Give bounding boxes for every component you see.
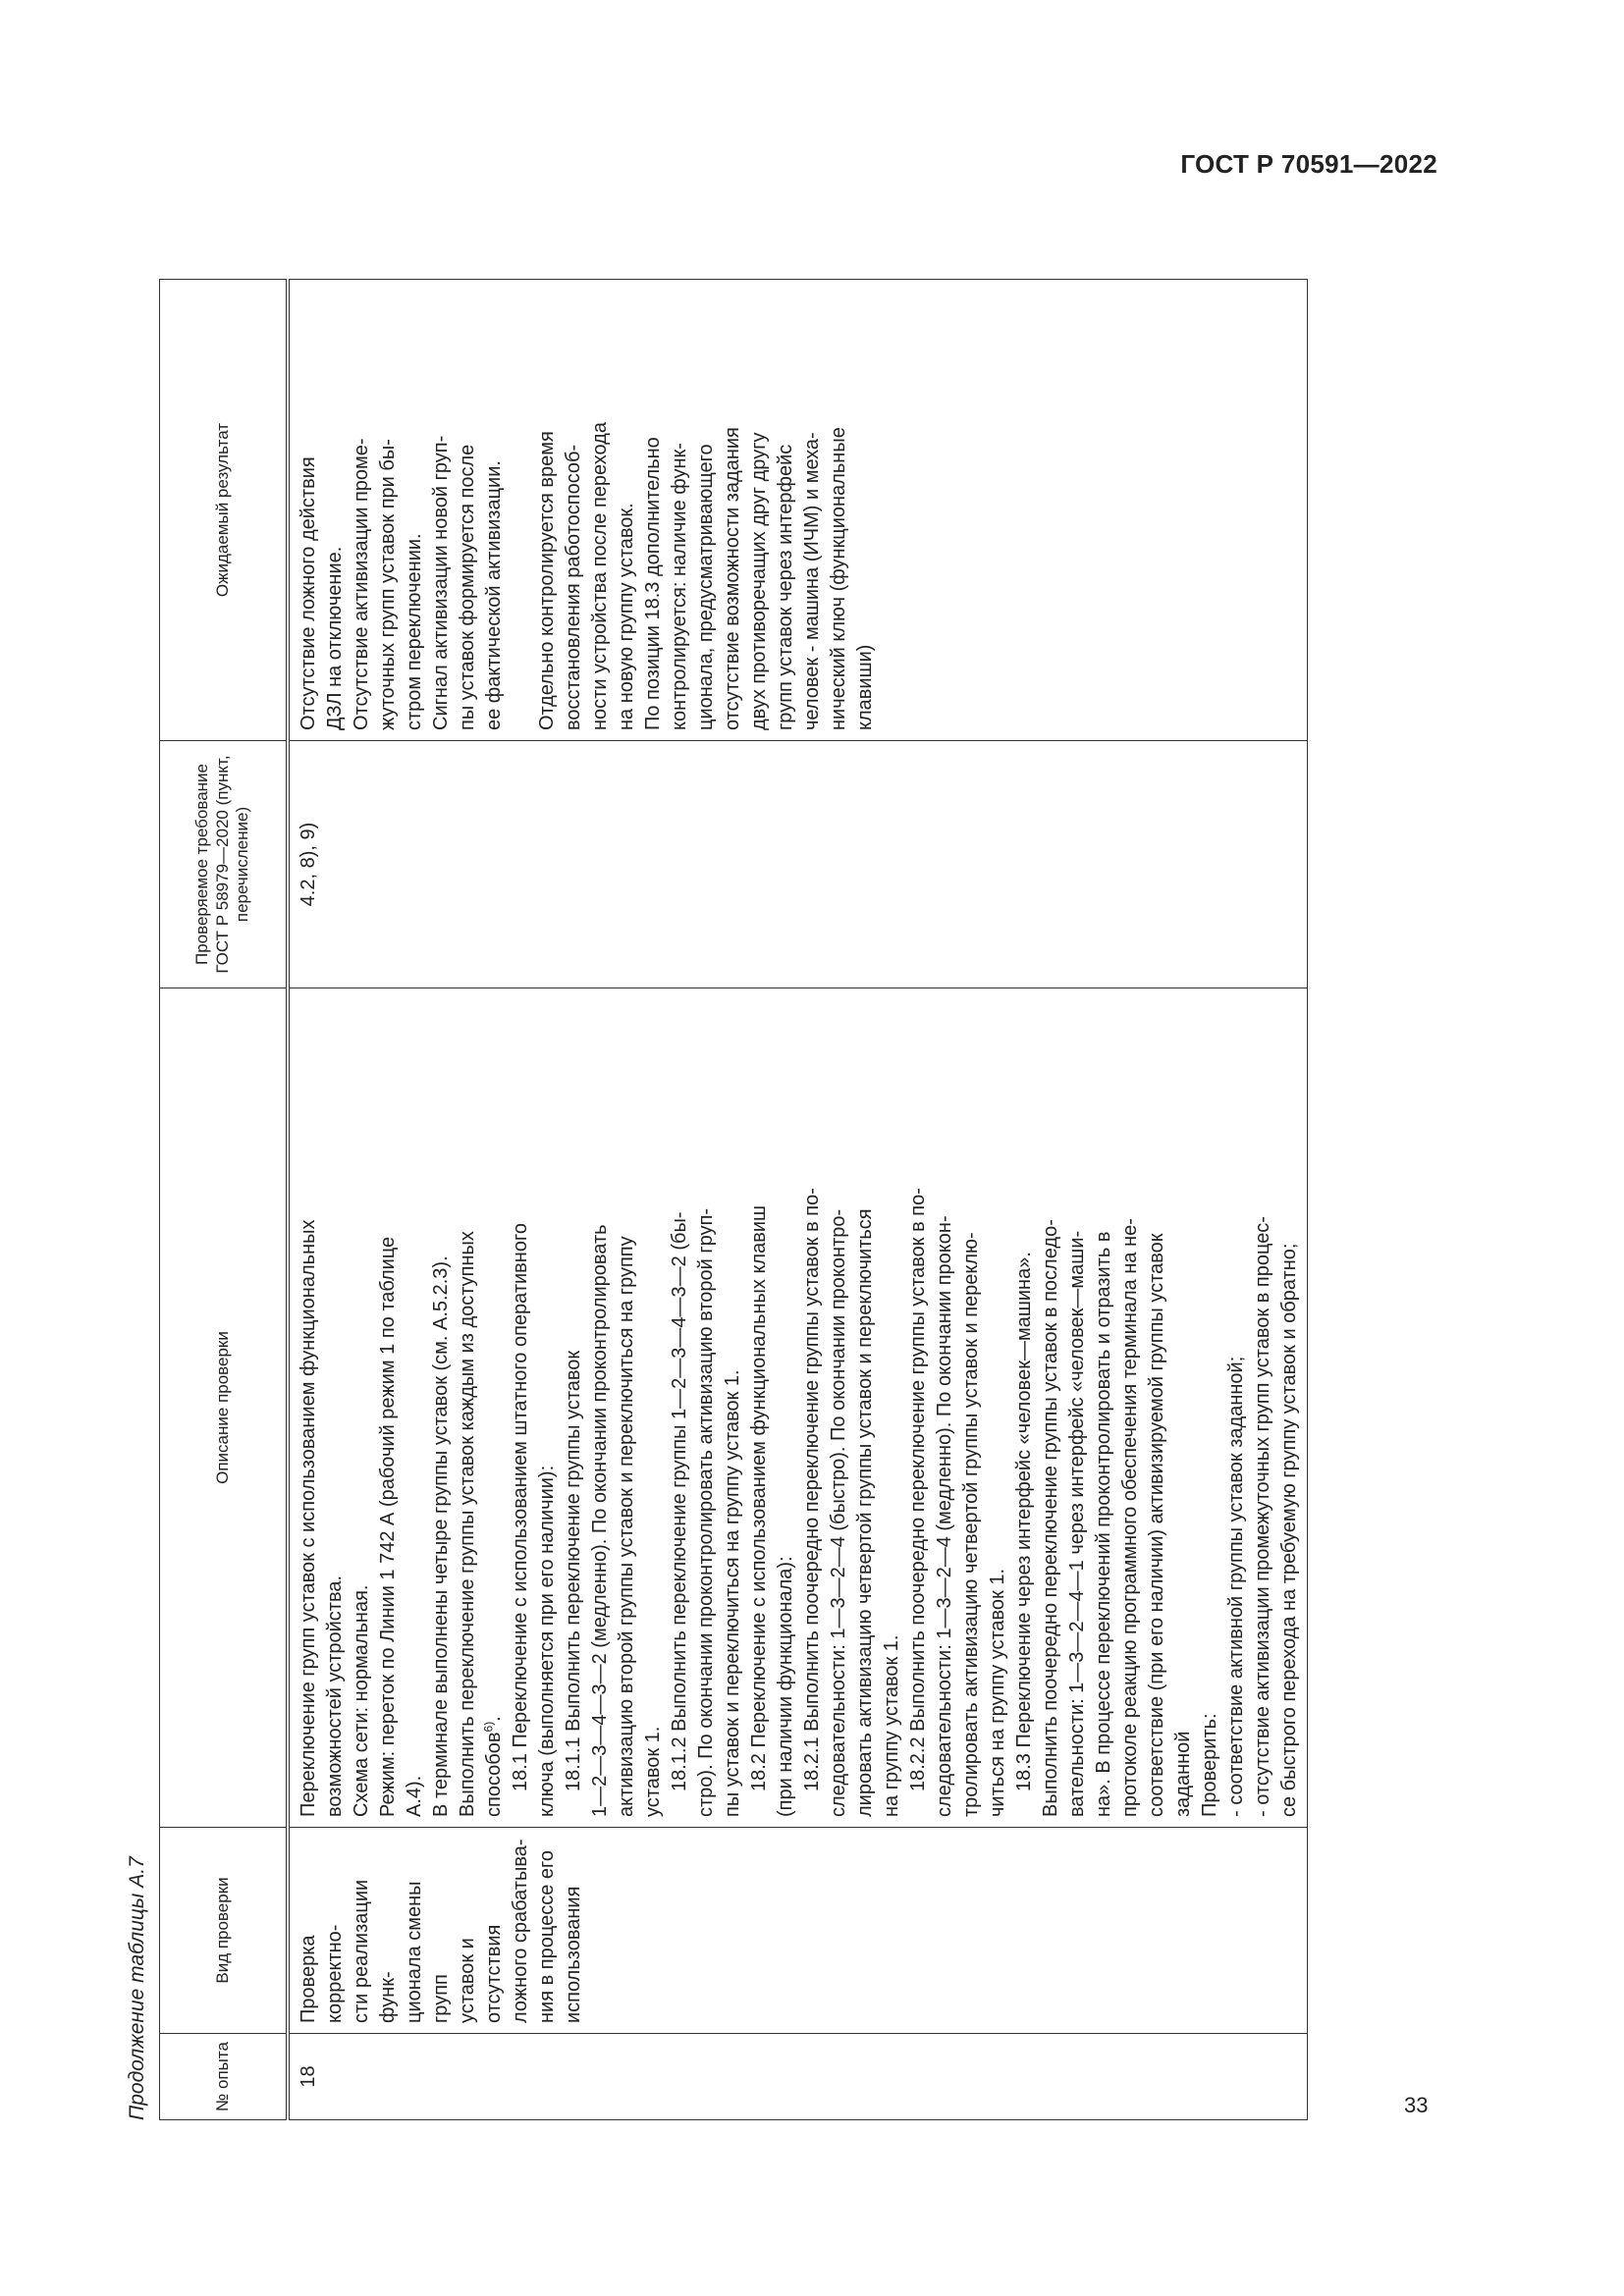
table-caption: Продолжение таблицы А.7 [126, 1856, 148, 2120]
expected-line: ее фактической активизации. [483, 460, 505, 730]
check-type-line: ционала смены групп [404, 1881, 452, 2023]
description-line: стро). По окончании проконтролировать активизацию второй груп- [695, 1207, 717, 1817]
check-type-line: ния в процессе его [536, 1850, 558, 2023]
rotated-table-area [118, 280, 1394, 2120]
description-line: 18.1 Переключение с использованием штатного оперативного [510, 1223, 531, 1791]
description-line: А.4). [404, 1775, 425, 1817]
expected-line: человек - машина (ИЧМ) и меха- [801, 432, 823, 730]
expected-line: жуточных групп уставок при бы- [377, 439, 399, 730]
description-line: (при наличии функционала): [775, 1556, 796, 1817]
description-text: способов [483, 1732, 505, 1817]
description-line: 18.1.2 Выполнить переключение группы 1—2—3—4—3—2 (бы- [669, 1211, 690, 1791]
expected-line: стром переключении. [404, 533, 425, 730]
description-line: на». В процессе переключений проконтролировать и отразить в [1093, 1231, 1114, 1817]
col-header-number: № опыта [160, 2034, 289, 2120]
col-header-check-type: Вид проверки [160, 1828, 289, 2034]
col-header-description: Описание проверки [160, 988, 289, 1828]
col-header-expected-result: Ожидаемый результат [160, 280, 289, 741]
cell-check-type [288, 1828, 1308, 2034]
description-line: протоколе реакцию программного обеспечения терминала на не- [1119, 1218, 1141, 1817]
description-line: 18.3 Переключение через интерфейс «человек—машина». [1013, 1252, 1035, 1791]
check-type-line: использования [563, 1886, 584, 2023]
expected-line: на новую группу уставок. [616, 503, 637, 730]
footnote-mark: 6) [481, 1721, 496, 1733]
description-line: Схема сети: нормальная. [351, 1584, 372, 1817]
check-type-line: Проверка корректно- [298, 1924, 346, 2023]
paragraph-gap [508, 290, 534, 730]
description-line: на группу уставок 1. [881, 1634, 902, 1817]
check-type-line: ложного срабатыва- [510, 1839, 531, 2023]
description-line: 18.2 Переключение с использованием функциональных клавиш [748, 1204, 770, 1791]
description-line: ключа (выполняется при его наличии): [536, 1465, 558, 1817]
description-line: возможностей устройства. [324, 1575, 346, 1817]
description-line: активизацию второй группы уставок и переключиться на группу [616, 1236, 637, 1817]
description-line: 18.2.1 Выполнить поочередно переключение группы уставок в по- [801, 1188, 823, 1791]
expected-line: клавиши) [854, 644, 876, 730]
description-line: пы уставок и переключиться на группу уставок 1. [722, 1369, 743, 1817]
expected-line: двух противоречащих друг другу [748, 432, 770, 730]
table-row [288, 280, 1308, 2120]
description-line: Режим: переток по Линии 1 742 А (рабочий режим 1 по таблице [377, 1236, 399, 1817]
check-type-line: уставок и отсутствия [457, 1924, 505, 2023]
expected-line: пы уставок формируется после [457, 444, 478, 730]
expected-line: отсутствие возможности задания [722, 427, 743, 730]
description-line: следовательности: 1—3—2—4 (медленно). По окончании прокон- [934, 1215, 955, 1817]
description-line: - отсутствие активизации промежуточных групп уставок в процес- [1252, 1216, 1273, 1817]
page-number: 33 [1404, 2093, 1429, 2117]
description-line: читься на группу уставок 1. [987, 1568, 1008, 1817]
expected-line: контролируется: наличие функ- [669, 443, 690, 730]
expected-line: Отсутствие активизации проме- [351, 438, 372, 730]
expected-line: восстановления работоспособ- [563, 444, 584, 730]
expected-line: групп уставок через интерфейс [775, 444, 796, 730]
description-line: 1—2—3—4—3—2 (медленно). По окончании проконтролировать [589, 1224, 611, 1817]
description-line: тролировать активизацию четвертой группы уставок и переклю- [960, 1232, 982, 1817]
cell-requirement: 4.2, 8), 9) [288, 741, 1308, 988]
cell-description [288, 988, 1308, 1828]
check-table [159, 279, 1308, 2120]
expected-line: нический ключ (функциональные [828, 427, 849, 730]
standard-header: ГОСТ Р 70591—2022 [1180, 149, 1437, 179]
description-line: способов$^{6)}$. [481, 1716, 505, 1817]
description-line: следовательности: 1—3—2—4 (быстро). По окончании проконтро- [828, 1208, 849, 1817]
description-line: - соответствие активной группы уставок заданной; [1225, 1356, 1247, 1817]
description-line: В терминале выполнены четыре группы уставок (см. А.5.2.3). [430, 1255, 452, 1817]
expected-line: ционала, предусматривающего [695, 444, 717, 730]
description-line: 18.2.2 Выполнить поочередно переключение группы уставок в по- [907, 1188, 929, 1791]
expected-line: Отдельно контролируется время [536, 431, 558, 730]
table-header-row [160, 280, 289, 2120]
description-line: вательности: 1—3—2—4—1 через интерфейс «человек—маши- [1066, 1230, 1088, 1817]
expected-line: По позиции 18.3 дополнительно [642, 437, 664, 730]
description-line: се быстрого перехода на требуемую группу уставок и обратно; [1278, 1243, 1300, 1817]
check-type-line: сти реализации функ- [351, 1879, 399, 2023]
description-line: заданной [1172, 1731, 1194, 1817]
cell-expected-result [288, 280, 1308, 741]
cell-number: 18 [288, 2034, 1308, 2120]
expected-line: Отсутствие ложного действия [298, 456, 319, 730]
col-header-requirement: Проверяемое требование ГОСТ Р 58979—2020 (пункт, перечисление) [160, 741, 289, 988]
description-line: Переключение групп уставок с использованием функциональных [298, 1219, 319, 1817]
description-line: 18.1.1 Выполнить переключение группы уставок [563, 1350, 584, 1791]
description-line: Выполнить переключение группы уставок каждым из доступных [457, 1231, 478, 1817]
description-line: уставок 1. [642, 1726, 664, 1817]
expected-line: Сигнал активизации новой груп- [430, 435, 452, 730]
description-line: лировать активизацию четвертой группы уставок и переключиться [854, 1208, 876, 1817]
description-line: Проверить: [1199, 1713, 1220, 1817]
expected-line: ДЗЛ на отключение. [324, 546, 346, 730]
expected-line: ности устройства после перехода [589, 422, 611, 730]
description-line: соответствие (при его наличии) активизируемой группы уставок [1146, 1233, 1167, 1817]
description-line: Выполнить поочередно переключение группы уставок в последо- [1040, 1219, 1061, 1817]
